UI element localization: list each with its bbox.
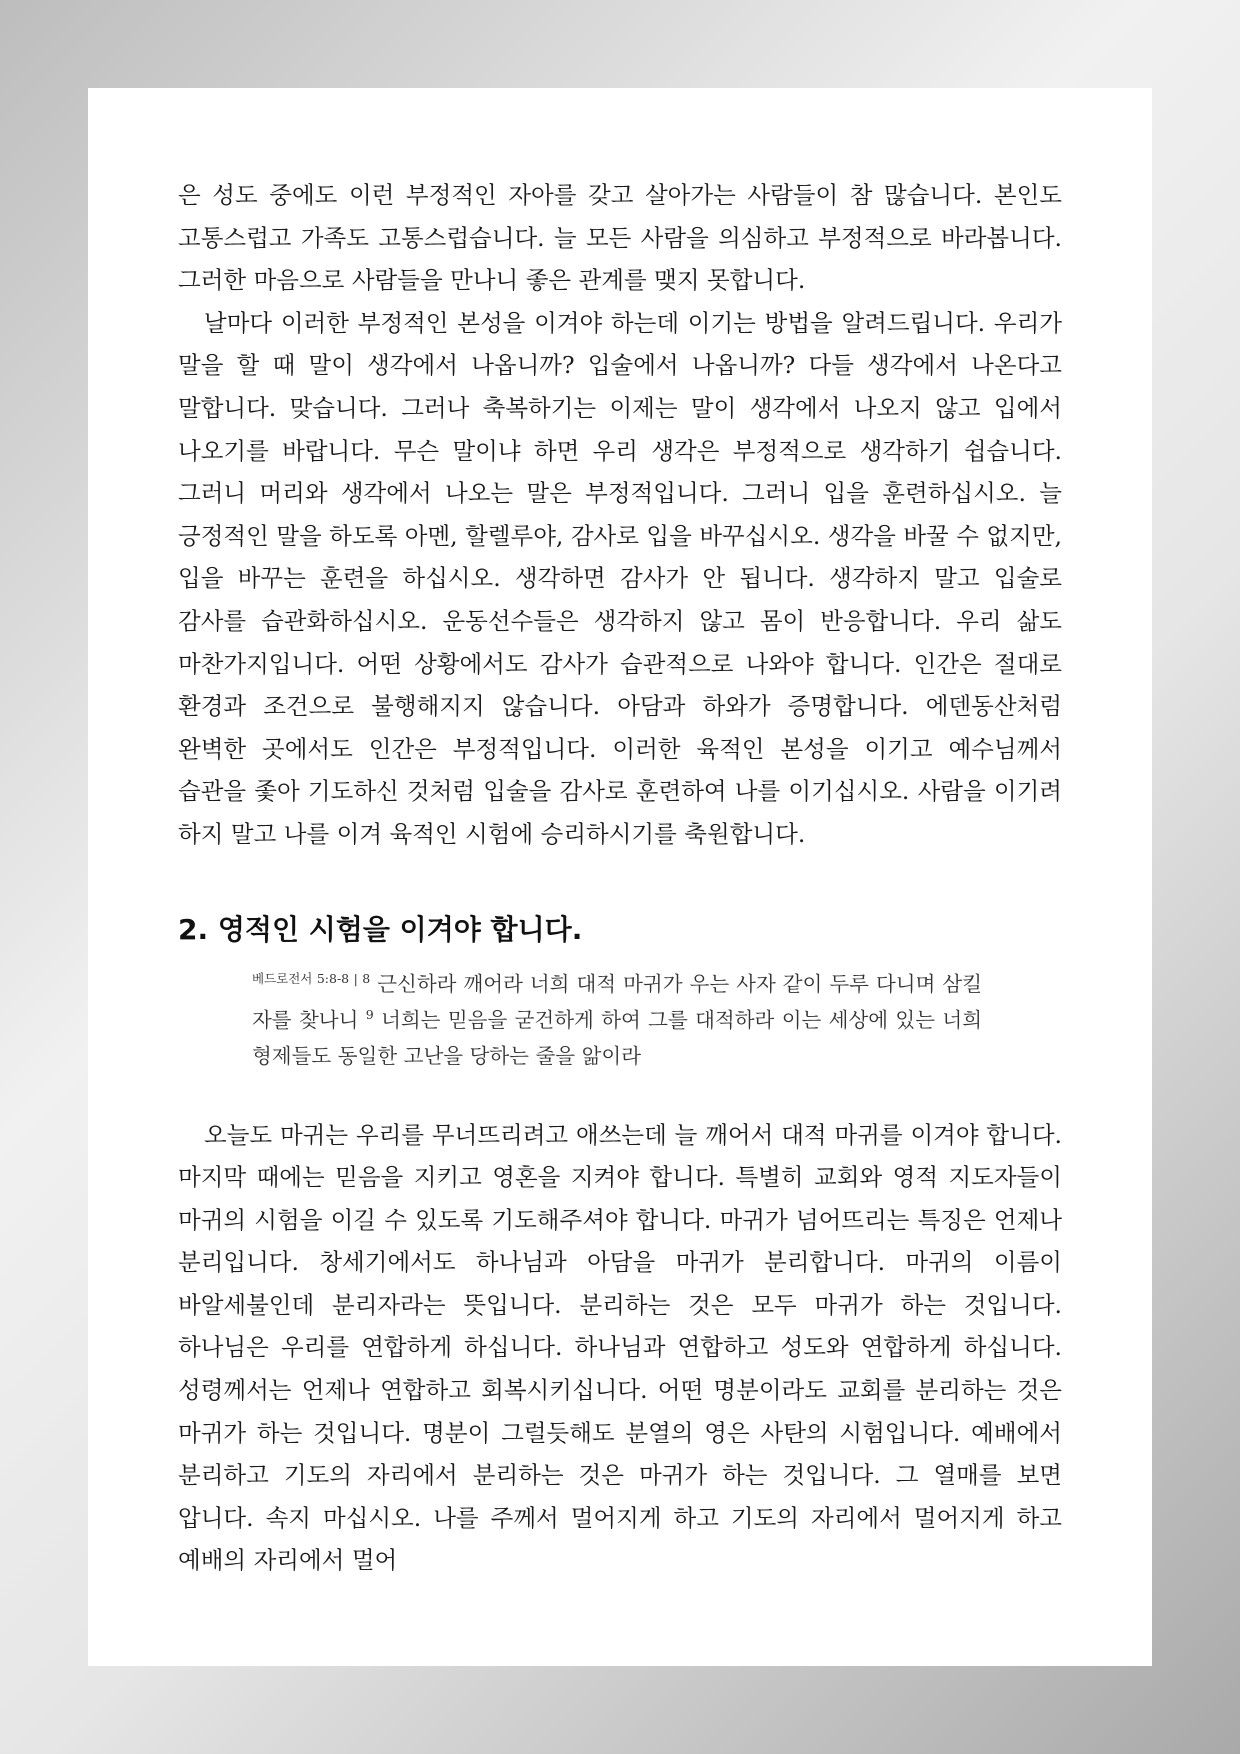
body-paragraph: 오늘도 마귀는 우리를 무너뜨리려고 애쓰는데 늘 깨어서 대적 마귀를 이겨야 합니다. 마지막 때에는 믿음을 지키고 영혼을 지켜야 합니다. 특별히 교회와 영적 지도자들이 마귀의 시험을 이길 수 있도록 기도해주셔야 합니다. 마귀가 넘어뜨리는 특징은 언제나 분리입니다. 창세기에서도 하나님과 아담을 마귀가 분리합니다. 마귀의 이름이 바알세불인데 분리자라는 뜻입니다. 분리하는 것은 모두 마귀가 하는 것입니다. 하나님은 우리를 연합하게 하십니다. 하나님과 연합하고 성도와 연합하게 하십니다. 성령께서는 언제나 연합하고 회복시키십니다. 어떤 명분이라도 교회를 분리하는 것은 마귀가 하는 것입니다. 명분이 그럴듯해도 분열의 영은 사탄의 시험입니다. 예배에서 분리하고 기도의 자리에서 분리하는 것은 마귀가 하는 것입니다. 그 열매를 보면 압니다. 속지 마십시오. 나를 주께서 멀어지게 하고 기도의 자리에서 멀어지게 하고 예배의 자리에서 멀어 (178, 1120, 1062, 1575)
bible-verse-quote (252, 966, 982, 1074)
page-content (178, 174, 1062, 1582)
verse-text: 근신하라 깨어라 너희 대적 마귀가 우는 사자 같이 두루 다니며 삼킬 자를 찾나니 (252, 971, 982, 1032)
body-paragraph: 은 성도 중에도 이런 부정적인 자아를 갖고 살아가는 사람들이 참 많습니다. 본인도 고통스럽고 가족도 고통스럽습니다. 늘 모든 사람을 의심하고 부정적으로 바라봅니다. 그러한 마음으로 사람들을 만나니 좋은 관계를 맺지 못합니다. (178, 181, 1062, 295)
section-heading: 2. 영적인 시험을 이겨야 합니다. (178, 912, 583, 946)
verse-number: 9 (365, 1006, 374, 1022)
document-page (88, 88, 1152, 1666)
verse-reference: 베드로전서 5:8-8 | 8 (252, 970, 371, 986)
body-paragraph: 날마다 이러한 부정적인 본성을 이겨야 하는데 이기는 방법을 알려드립니다. 우리가 말을 할 때 말이 생각에서 나옵니까? 입술에서 나옵니까? 다들 생각에서 나온다고 말합니다. 맞습니다. 그러나 축복하기는 이제는 말이 생각에서 나오지 않고 입에서 나오기를 바랍니다. 무슨 말이냐 하면 우리 생각은 부정적으로 생각하기 쉽습니다. 그러니 머리와 생각에서 나오는 말은 부정적입니다. 그러니 입을 훈련하십시오. 늘 긍정적인 말을 하도록 아멘, 할렐루야, 감사로 입을 바꾸십시오. 생각을 바꿀 수 없지만, 입을 바꾸는 훈련을 하십시오. 생각하면 감사가 안 됩니다. 생각하지 말고 입술로 감사를 습관화하십시오. 운동선수들은 생각하지 않고 몸이 반응합니다. 우리 삶도 마찬가지입니다. 어떤 상황에서도 감사가 습관적으로 나와야 합니다. 인간은 절대로 환경과 조건으로 불행해지지 않습니다. 아담과 하와가 증명합니다. 에덴동산처럼 완벽한 곳에서도 인간은 부정적입니다. 이러한 육적인 본성을 이기고 예수님께서 습관을 좇아 기도하신 것처럼 입술을 감사로 훈련하여 나를 이기십시오. 사람을 이기려 하지 말고 나를 이겨 육적인 시험에 승리하시기를 축원합니다. (178, 308, 1062, 848)
verse-text: 너희는 믿음을 굳건하게 하여 그를 대적하라 이는 세상에 있는 너희 형제들도 동일한 고난을 당하는 줄을 앎이라 (252, 1007, 982, 1068)
